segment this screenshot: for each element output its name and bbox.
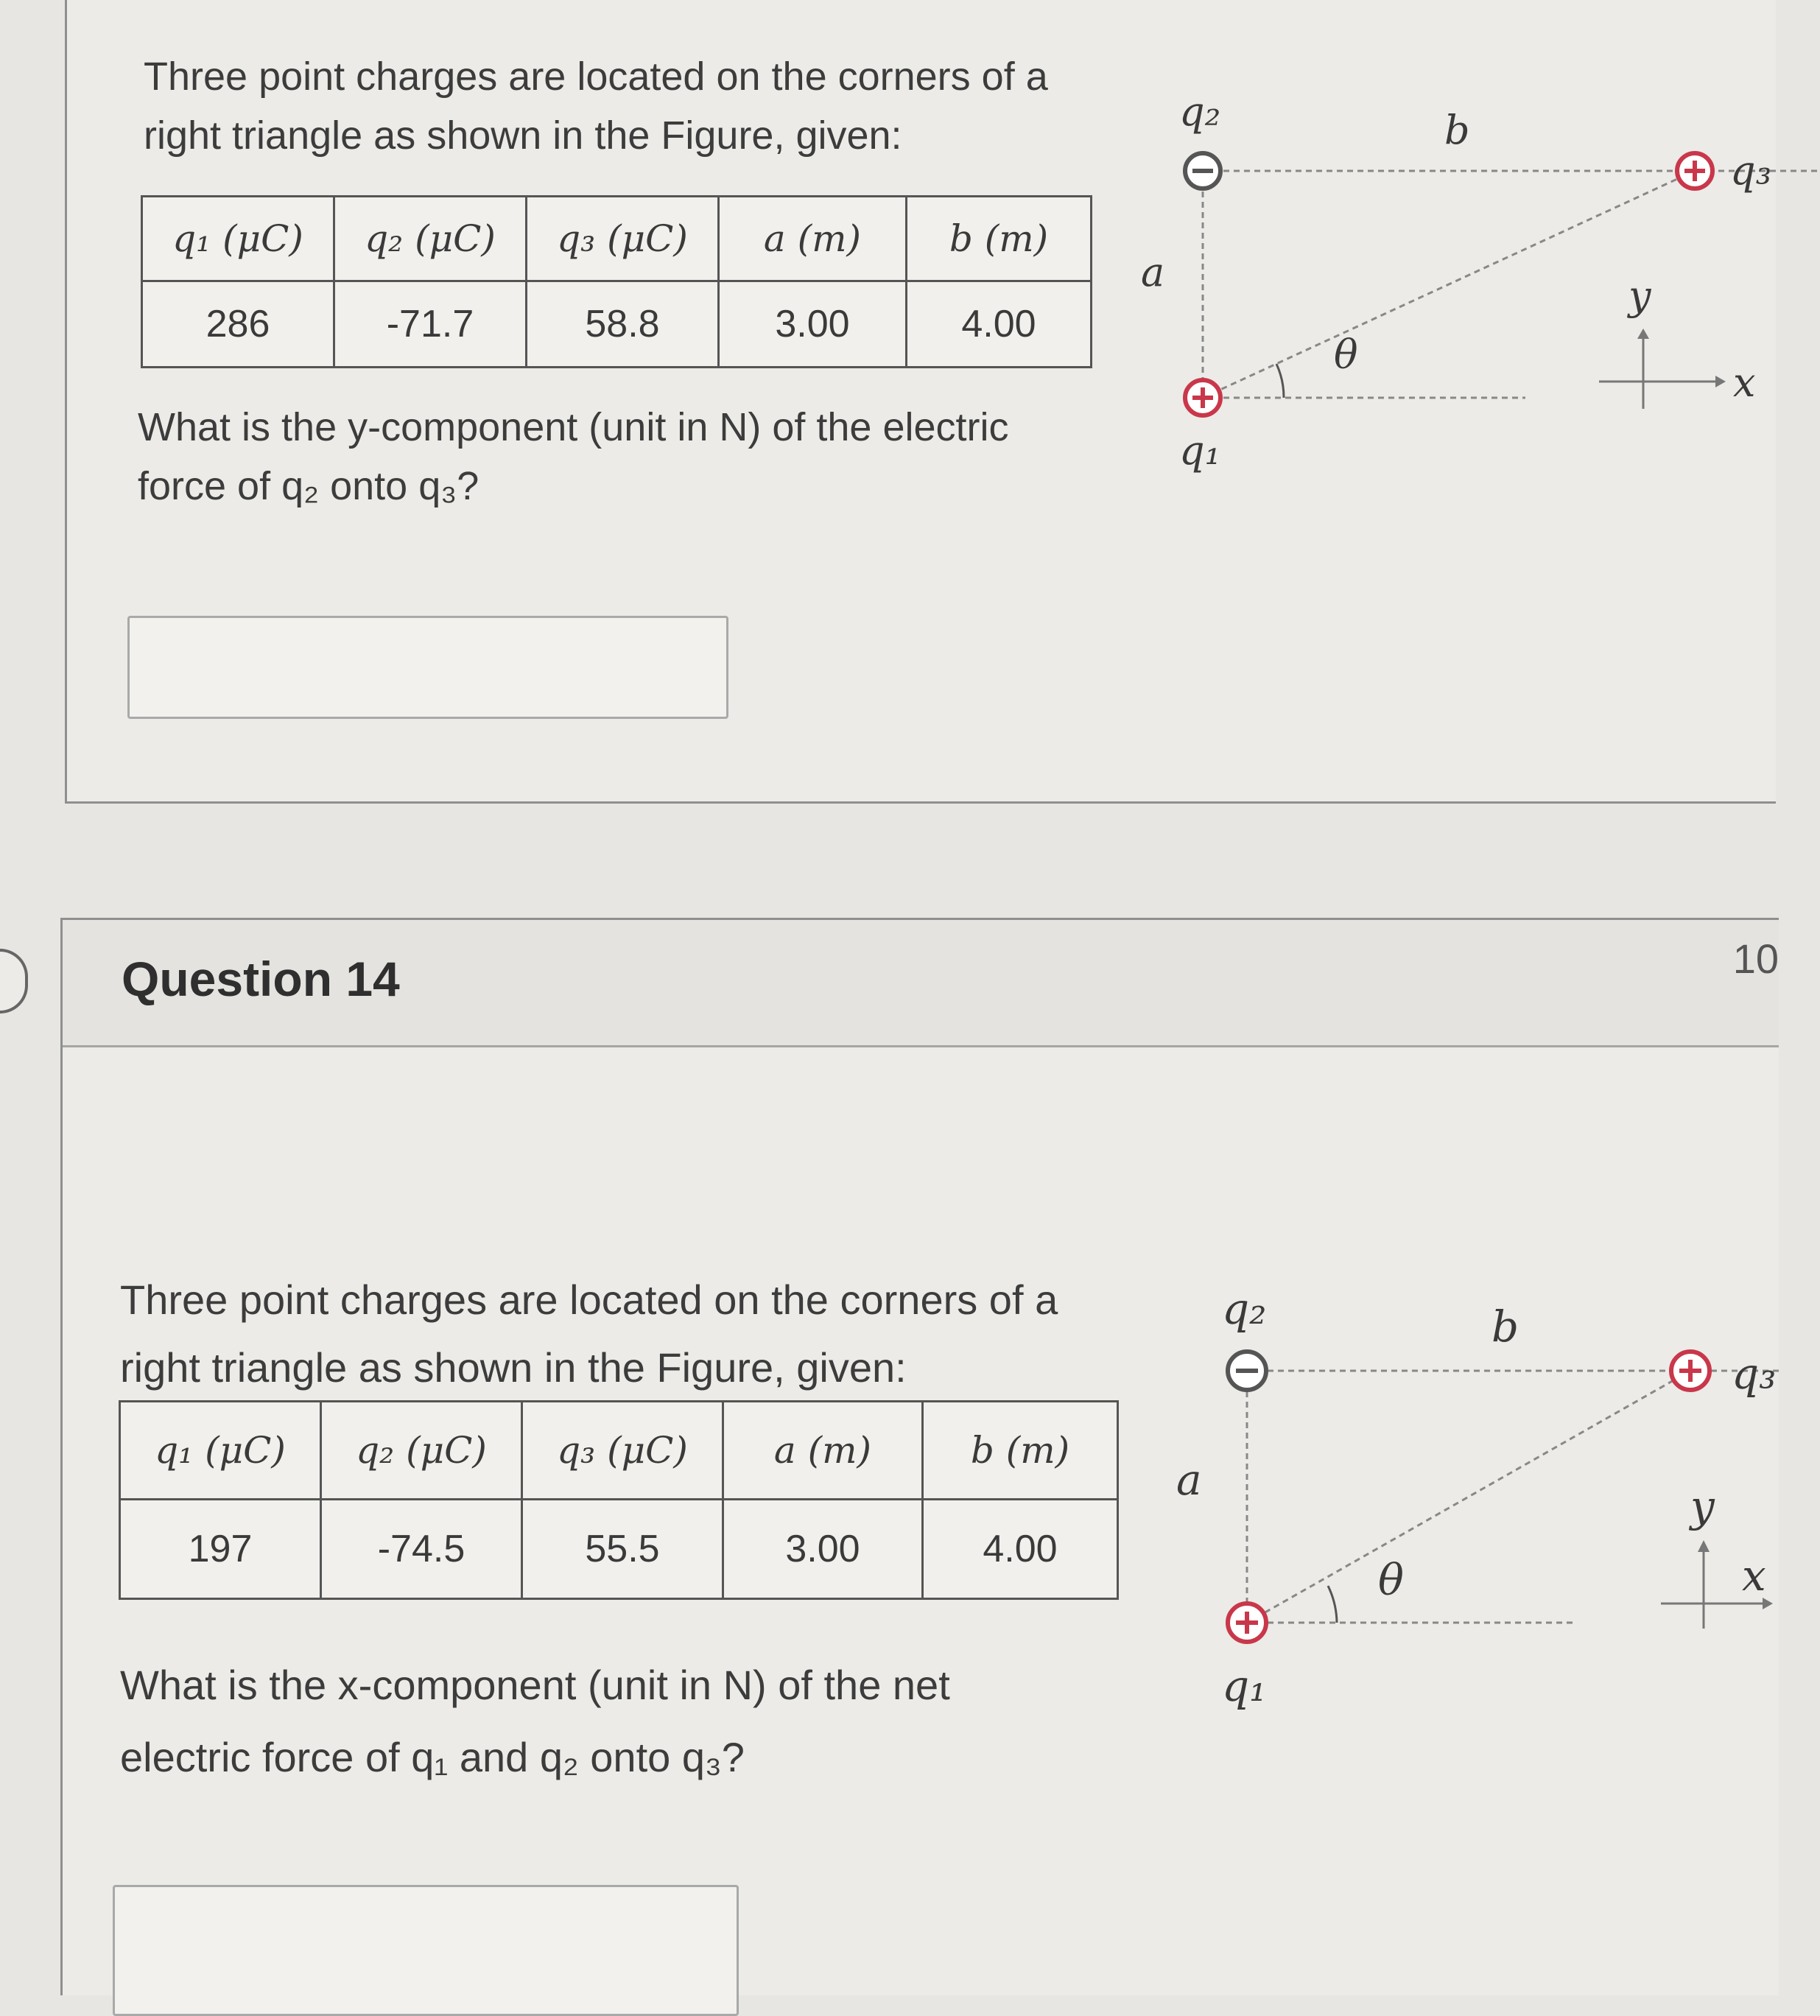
header-q2: q₂ (μC) [321, 1402, 522, 1500]
table-row [142, 281, 1092, 368]
label-a: a [1141, 249, 1165, 295]
label-theta: θ [1378, 1555, 1404, 1605]
header-b: b (m) [907, 197, 1092, 281]
value-a: 3.00 [723, 1500, 923, 1599]
header-q2: q₂ (μC) [334, 197, 527, 281]
hypotenuse-line [1203, 171, 1695, 398]
label-b: b [1444, 107, 1470, 153]
question-points: 10 [1732, 935, 1779, 982]
value-q2: -71.7 [334, 281, 527, 368]
value-q2: -74.5 [321, 1500, 522, 1599]
question-14-panel [60, 918, 1779, 1995]
q13-question-text: What is the y-component (unit in N) of the electric force of q₂ onto q₃? [138, 405, 1009, 508]
label-y: y [1628, 273, 1651, 319]
value-b: 4.00 [923, 1500, 1118, 1599]
q2-negative-charge-icon [1228, 1352, 1266, 1390]
label-q2: q₂ [1179, 88, 1221, 135]
label-b: b [1492, 1302, 1519, 1352]
q1-positive-charge-icon [1228, 1604, 1266, 1642]
q13-triangle-figure [1113, 81, 1820, 494]
q14-answer-input[interactable] [113, 1885, 739, 2016]
q3-positive-charge-icon [1671, 1352, 1710, 1390]
question-header [63, 920, 1779, 1047]
label-a: a [1176, 1455, 1202, 1505]
q13-answer-input[interactable] [127, 616, 728, 719]
angle-arc [1276, 364, 1284, 398]
angle-arc [1328, 1586, 1337, 1623]
label-y: y [1690, 1481, 1715, 1531]
table-header-row [142, 197, 1092, 281]
header-b: b (m) [923, 1402, 1118, 1500]
header-a: a (m) [723, 1402, 923, 1500]
label-q1: q₁ [1179, 427, 1221, 474]
header-q1: q₁ (μC) [142, 197, 334, 281]
q1-positive-charge-icon [1185, 380, 1220, 415]
table-header-row [120, 1402, 1118, 1500]
value-a: 3.00 [719, 281, 907, 368]
hypotenuse-line [1247, 1371, 1690, 1623]
q2-negative-charge-icon [1185, 153, 1220, 189]
axes-icon [1599, 329, 1726, 409]
question-flag-icon[interactable] [0, 949, 28, 1014]
label-q1: q₁ [1222, 1661, 1267, 1711]
header-q3: q₃ (μC) [522, 1402, 723, 1500]
q14-triangle-figure [1153, 1274, 1779, 1715]
header-a: a (m) [719, 197, 907, 281]
label-x: x [1733, 359, 1756, 406]
value-q1: 286 [142, 281, 334, 368]
value-q3: 58.8 [527, 281, 719, 368]
q13-given-table [141, 195, 1092, 368]
value-q1: 197 [120, 1500, 321, 1599]
label-q3: q₃ [1730, 147, 1772, 194]
q3-positive-charge-icon [1677, 153, 1712, 189]
label-theta: θ [1334, 331, 1358, 378]
label-x: x [1742, 1550, 1766, 1601]
label-q3: q₃ [1732, 1349, 1777, 1399]
question-13-panel [65, 0, 1776, 804]
table-row [120, 1500, 1118, 1599]
q14-question-text: What is the x-component (unit in N) of the net electric force of q₁ and q₂ onto q₃? [120, 1662, 950, 1780]
q14-given-table [119, 1400, 1119, 1600]
q13-intro: Three point charges are located on the corners of a right triangle as shown in the Figure, given: [144, 55, 1048, 158]
question-title: Question 14 [122, 952, 400, 1006]
value-b: 4.00 [907, 281, 1092, 368]
header-q1: q₁ (μC) [120, 1402, 321, 1500]
header-q3: q₃ (μC) [527, 197, 719, 281]
label-q2: q₂ [1222, 1284, 1267, 1334]
value-q3: 55.5 [522, 1500, 723, 1599]
q14-intro: Three point charges are located on the corners of a right triangle as shown in the Figure, given: [120, 1276, 1058, 1391]
